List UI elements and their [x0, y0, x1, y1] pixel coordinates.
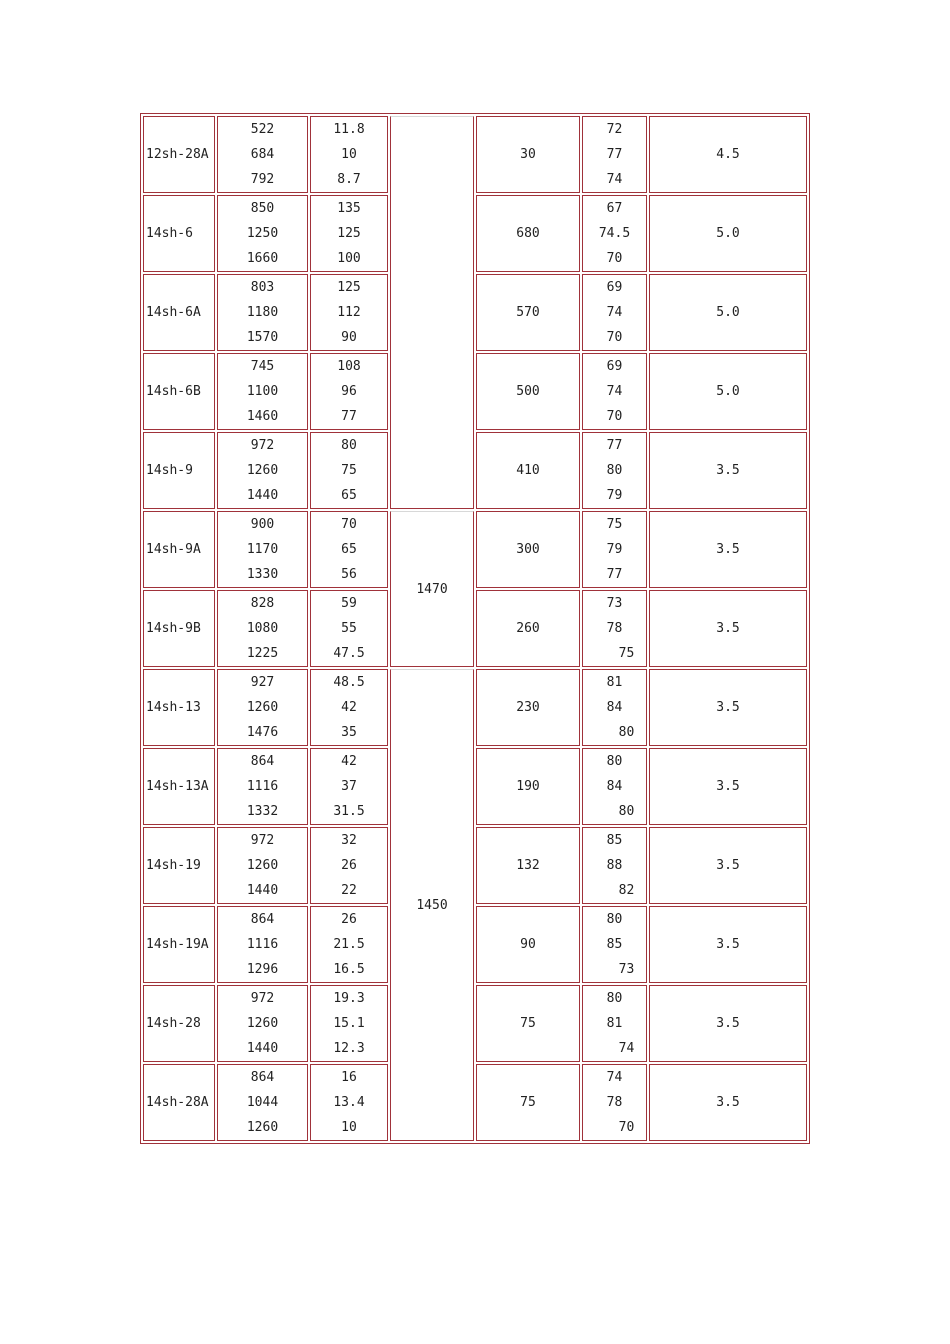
flow-cell	[217, 116, 308, 193]
head-value: 112	[337, 305, 361, 320]
head-values	[311, 117, 387, 192]
eff-value: 75	[618, 646, 635, 661]
head-value: 22	[341, 883, 357, 898]
efficiency-cell	[582, 511, 647, 588]
flow-values	[218, 354, 307, 429]
head-values	[311, 591, 387, 666]
head-cell	[310, 985, 388, 1062]
eff-value: 80	[606, 463, 623, 478]
npsh-cell: 3.5	[649, 511, 807, 588]
flow-value: 864	[250, 754, 275, 769]
head-value: 65	[341, 542, 357, 557]
power-cell: 132	[476, 827, 580, 904]
head-value: 10	[341, 147, 357, 162]
eff-value: 80	[606, 754, 623, 769]
flow-value: 792	[250, 172, 275, 187]
flow-cell	[217, 906, 308, 983]
table-row	[143, 985, 807, 1062]
head-value: 13.4	[333, 1095, 365, 1110]
eff-value: 77	[606, 438, 623, 453]
power-cell: 190	[476, 748, 580, 825]
flow-values	[218, 828, 307, 903]
npsh-cell: 3.5	[649, 827, 807, 904]
eff-value: 81	[606, 675, 623, 690]
flow-value: 803	[250, 280, 275, 295]
pump-model-cell: 14sh-13	[143, 669, 215, 746]
table-row	[143, 274, 807, 351]
flow-cell	[217, 353, 308, 430]
flow-value: 684	[250, 147, 275, 162]
head-value: 59	[341, 596, 357, 611]
head-value: 15.1	[333, 1016, 365, 1031]
table-row	[143, 116, 807, 193]
head-value: 70	[341, 517, 357, 532]
head-value: 100	[337, 251, 361, 266]
flow-value: 1260	[246, 1016, 279, 1031]
table-row	[143, 353, 807, 430]
power-cell: 570	[476, 274, 580, 351]
efficiency-cell	[582, 353, 647, 430]
efficiency-cell	[582, 669, 647, 746]
eff-values	[583, 433, 646, 508]
flow-value: 1332	[246, 804, 279, 819]
eff-values	[583, 354, 646, 429]
eff-value: 77	[606, 147, 623, 162]
flow-value: 1476	[246, 725, 279, 740]
power-cell: 230	[476, 669, 580, 746]
eff-value: 84	[606, 700, 623, 715]
head-values	[311, 986, 387, 1061]
head-value: 108	[337, 359, 361, 374]
flow-value: 900	[250, 517, 275, 532]
efficiency-cell	[582, 748, 647, 825]
head-value: 75	[341, 463, 357, 478]
pump-spec-table-body	[143, 116, 807, 1141]
head-value: 125	[337, 226, 361, 241]
pump-model-cell: 14sh-6A	[143, 274, 215, 351]
pump-model-cell: 14sh-13A	[143, 748, 215, 825]
flow-value: 927	[250, 675, 275, 690]
flow-cell	[217, 985, 308, 1062]
eff-value: 70	[618, 1120, 635, 1135]
pump-model-cell: 14sh-6B	[143, 353, 215, 430]
table-row	[143, 432, 807, 509]
pump-model-cell: 14sh-9	[143, 432, 215, 509]
flow-cell	[217, 511, 308, 588]
power-cell: 75	[476, 1064, 580, 1141]
eff-value: 80	[618, 725, 635, 740]
head-value: 80	[341, 438, 357, 453]
eff-value: 80	[606, 912, 623, 927]
eff-value: 72	[606, 122, 623, 137]
pump-model-cell: 14sh-28A	[143, 1064, 215, 1141]
flow-value: 972	[250, 438, 275, 453]
flow-value: 1260	[246, 1120, 279, 1135]
npsh-cell: 5.0	[649, 274, 807, 351]
eff-value: 78	[606, 1095, 623, 1110]
eff-values	[583, 907, 646, 982]
head-value: 55	[341, 621, 357, 636]
head-value: 26	[341, 858, 357, 873]
head-cell	[310, 116, 388, 193]
eff-value: 74	[606, 172, 623, 187]
head-value: 26	[341, 912, 357, 927]
efficiency-cell	[582, 590, 647, 667]
flow-value: 1330	[246, 567, 279, 582]
power-cell: 300	[476, 511, 580, 588]
npsh-cell: 3.5	[649, 1064, 807, 1141]
eff-values	[583, 670, 646, 745]
power-cell: 680	[476, 195, 580, 272]
pump-model-cell: 14sh-6	[143, 195, 215, 272]
flow-cell	[217, 274, 308, 351]
flow-value: 1044	[246, 1095, 279, 1110]
flow-value: 864	[250, 912, 275, 927]
flow-cell	[217, 590, 308, 667]
eff-value: 80	[618, 804, 635, 819]
head-value: 37	[341, 779, 357, 794]
eff-value: 74.5	[598, 226, 631, 241]
flow-value: 1260	[246, 463, 279, 478]
pump-model-cell: 14sh-19A	[143, 906, 215, 983]
eff-value: 67	[606, 201, 623, 216]
eff-value: 70	[606, 330, 623, 345]
eff-values	[583, 828, 646, 903]
efficiency-cell	[582, 827, 647, 904]
head-value: 48.5	[333, 675, 365, 690]
eff-value: 74	[618, 1041, 635, 1056]
efficiency-cell	[582, 195, 647, 272]
head-values	[311, 433, 387, 508]
head-value: 31.5	[333, 804, 365, 819]
npsh-cell: 5.0	[649, 195, 807, 272]
flow-value: 1180	[246, 305, 279, 320]
head-value: 90	[341, 330, 357, 345]
efficiency-cell	[582, 1064, 647, 1141]
flow-value: 1080	[246, 621, 279, 636]
head-value: 19.3	[333, 991, 365, 1006]
power-cell: 75	[476, 985, 580, 1062]
flow-values	[218, 670, 307, 745]
flow-value: 972	[250, 833, 275, 848]
flow-value: 1660	[246, 251, 279, 266]
pump-model-cell: 12sh-28A	[143, 116, 215, 193]
npsh-cell: 3.5	[649, 985, 807, 1062]
pump-model-cell: 14sh-28	[143, 985, 215, 1062]
npsh-cell: 5.0	[649, 353, 807, 430]
head-values	[311, 275, 387, 350]
efficiency-cell	[582, 116, 647, 193]
head-value: 32	[341, 833, 357, 848]
flow-value: 522	[250, 122, 275, 137]
npsh-cell: 4.5	[649, 116, 807, 193]
table-row	[143, 195, 807, 272]
eff-value: 74	[606, 1070, 623, 1085]
flow-value: 1250	[246, 226, 279, 241]
head-values	[311, 828, 387, 903]
pump-model-cell: 14sh-9B	[143, 590, 215, 667]
eff-value: 85	[606, 937, 623, 952]
power-cell: 500	[476, 353, 580, 430]
head-value: 65	[341, 488, 357, 503]
efficiency-cell	[582, 274, 647, 351]
flow-value: 1260	[246, 858, 279, 873]
eff-values	[583, 591, 646, 666]
eff-value: 80	[606, 991, 623, 1006]
flow-value: 1260	[246, 700, 279, 715]
flow-values	[218, 196, 307, 271]
flow-value: 745	[250, 359, 275, 374]
head-value: 16	[341, 1070, 357, 1085]
npsh-cell: 3.5	[649, 906, 807, 983]
flow-value: 1170	[246, 542, 279, 557]
flow-value: 850	[250, 201, 275, 216]
flow-value: 1100	[246, 384, 279, 399]
eff-values	[583, 749, 646, 824]
table-row	[143, 748, 807, 825]
head-values	[311, 907, 387, 982]
eff-values	[583, 512, 646, 587]
flow-values	[218, 117, 307, 192]
flow-value: 864	[250, 1070, 275, 1085]
flow-cell	[217, 827, 308, 904]
flow-value: 1440	[246, 488, 279, 503]
head-cell	[310, 748, 388, 825]
power-cell: 90	[476, 906, 580, 983]
head-value: 47.5	[333, 646, 365, 661]
pump-spec-table	[140, 113, 810, 1144]
flow-values	[218, 749, 307, 824]
pump-model-cell: 14sh-9A	[143, 511, 215, 588]
eff-values	[583, 196, 646, 271]
efficiency-cell	[582, 906, 647, 983]
flow-values	[218, 907, 307, 982]
table-row	[143, 827, 807, 904]
flow-cell	[217, 195, 308, 272]
head-values	[311, 196, 387, 271]
head-cell	[310, 1064, 388, 1141]
flow-cell	[217, 1064, 308, 1141]
eff-value: 73	[606, 596, 623, 611]
head-value: 11.8	[333, 122, 365, 137]
head-cell	[310, 590, 388, 667]
flow-cell	[217, 669, 308, 746]
npsh-cell: 3.5	[649, 432, 807, 509]
efficiency-cell	[582, 432, 647, 509]
flow-value: 1225	[246, 646, 279, 661]
head-values	[311, 1065, 387, 1140]
head-value: 96	[341, 384, 357, 399]
eff-value: 77	[606, 567, 623, 582]
flow-value: 1296	[246, 962, 279, 977]
flow-value: 1460	[246, 409, 279, 424]
eff-value: 69	[606, 280, 623, 295]
head-value: 56	[341, 567, 357, 582]
flow-value: 1440	[246, 883, 279, 898]
table-row	[143, 590, 807, 667]
eff-values	[583, 117, 646, 192]
head-value: 125	[337, 280, 361, 295]
flow-values	[218, 1065, 307, 1140]
flow-values	[218, 433, 307, 508]
table-row	[143, 906, 807, 983]
power-cell: 260	[476, 590, 580, 667]
pump-model-cell: 14sh-19	[143, 827, 215, 904]
head-value: 77	[341, 409, 357, 424]
head-value: 135	[337, 201, 361, 216]
head-cell	[310, 432, 388, 509]
head-cell	[310, 274, 388, 351]
eff-value: 70	[606, 251, 623, 266]
flow-value: 1116	[246, 937, 279, 952]
power-cell: 30	[476, 116, 580, 193]
head-cell	[310, 906, 388, 983]
table-row	[143, 511, 807, 588]
flow-values	[218, 591, 307, 666]
eff-value: 85	[606, 833, 623, 848]
flow-value: 828	[250, 596, 275, 611]
head-values	[311, 354, 387, 429]
eff-value: 82	[618, 883, 635, 898]
flow-values	[218, 512, 307, 587]
table-row	[143, 669, 807, 746]
flow-value: 1440	[246, 1041, 279, 1056]
power-cell: 410	[476, 432, 580, 509]
npsh-cell: 3.5	[649, 748, 807, 825]
eff-value: 81	[606, 1016, 623, 1031]
head-value: 21.5	[333, 937, 365, 952]
head-value: 12.3	[333, 1041, 365, 1056]
speed-cell: 1470	[390, 511, 474, 667]
flow-values	[218, 986, 307, 1061]
flow-values	[218, 275, 307, 350]
head-cell	[310, 827, 388, 904]
head-cell	[310, 195, 388, 272]
eff-value: 79	[606, 488, 623, 503]
head-value: 35	[341, 725, 357, 740]
flow-value: 1570	[246, 330, 279, 345]
eff-value: 84	[606, 779, 623, 794]
speed-cell	[390, 116, 474, 509]
head-cell	[310, 511, 388, 588]
head-value: 10	[341, 1120, 357, 1135]
flow-cell	[217, 748, 308, 825]
head-value: 42	[341, 754, 357, 769]
npsh-cell: 3.5	[649, 669, 807, 746]
eff-values	[583, 1065, 646, 1140]
table-row	[143, 1064, 807, 1141]
head-cell	[310, 353, 388, 430]
efficiency-cell	[582, 985, 647, 1062]
eff-value: 75	[606, 517, 623, 532]
head-value: 16.5	[333, 962, 365, 977]
flow-value: 1116	[246, 779, 279, 794]
head-cell	[310, 669, 388, 746]
eff-value: 88	[606, 858, 623, 873]
eff-value: 69	[606, 359, 623, 374]
speed-cell: 1450	[390, 669, 474, 1141]
eff-value: 78	[606, 621, 623, 636]
head-value: 42	[341, 700, 357, 715]
flow-value: 972	[250, 991, 275, 1006]
eff-value: 70	[606, 409, 623, 424]
eff-value: 74	[606, 384, 623, 399]
npsh-cell: 3.5	[649, 590, 807, 667]
eff-value: 79	[606, 542, 623, 557]
flow-cell	[217, 432, 308, 509]
head-value: 8.7	[337, 172, 361, 187]
eff-values	[583, 275, 646, 350]
head-values	[311, 512, 387, 587]
head-values	[311, 749, 387, 824]
head-values	[311, 670, 387, 745]
eff-values	[583, 986, 646, 1061]
eff-value: 74	[606, 305, 623, 320]
eff-value: 73	[618, 962, 635, 977]
